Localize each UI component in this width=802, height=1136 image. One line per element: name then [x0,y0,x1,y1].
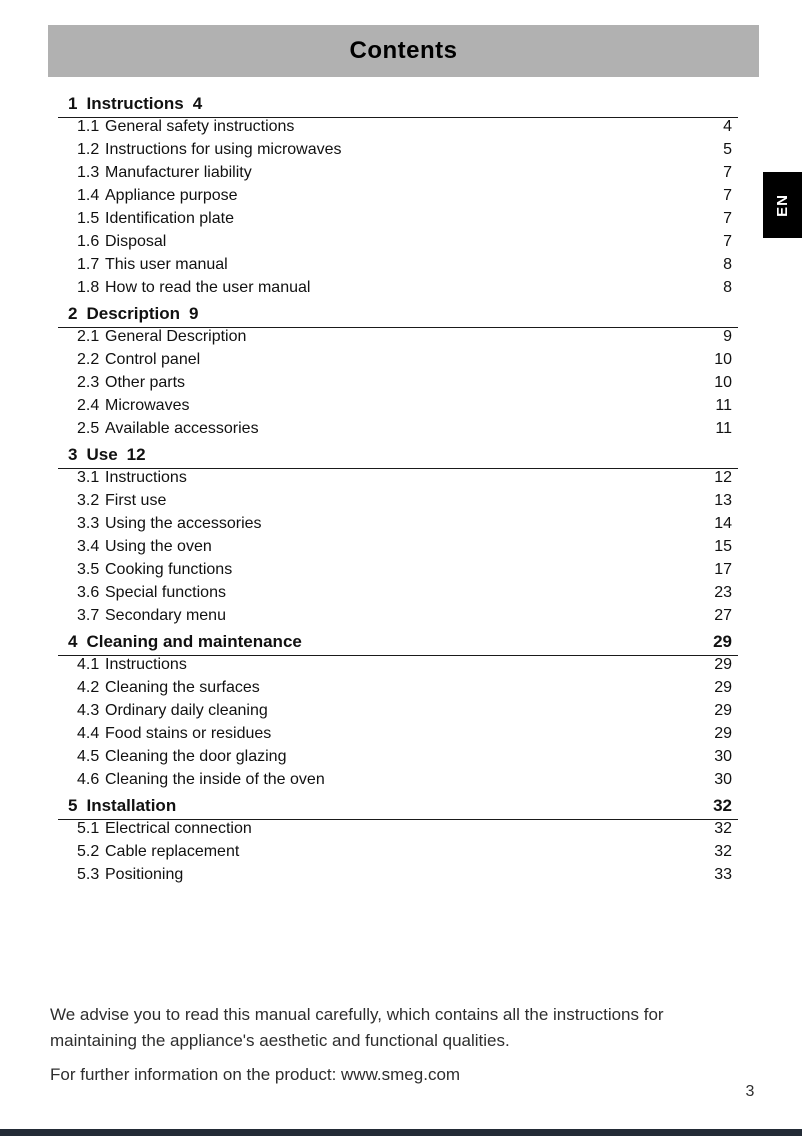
item-number: 1.8 [77,279,100,296]
item-number: 3.3 [77,515,100,532]
page-title: Contents [349,37,458,64]
item-number: 1.5 [77,210,100,227]
toc-section-heading [58,94,738,118]
toc-section-heading [58,445,738,469]
item-number: 3.1 [77,469,100,486]
item-number: 1.6 [77,233,100,250]
item-number: 4.3 [77,702,100,719]
language-tab-label: EN [774,193,791,217]
item-page: 7 [723,164,732,181]
toc-item [58,469,738,492]
toc-item [58,584,738,607]
toc-item [58,210,738,233]
section-title: Cleaning and maintenance [86,632,302,651]
toc-section-heading [58,632,738,656]
section-title: Use [86,445,118,464]
item-page: 5 [723,141,732,158]
item-title: Appliance purpose [105,187,238,204]
item-number: 2.5 [77,420,100,437]
item-number: 5.2 [77,843,100,860]
item-page: 15 [714,538,732,555]
footer-advice-text: We advise you to read this manual carefully, which contains all the instructions for maintaining the appliance's aesthetic and functional qualities. [50,1005,664,1050]
section-page: 32 [713,796,732,815]
item-title: Other parts [105,374,186,391]
item-page: 32 [714,820,732,837]
item-page: 8 [723,279,732,296]
item-number: 4.6 [77,771,100,788]
item-page: 30 [714,771,732,788]
toc-item [58,679,738,702]
item-title: Special functions [105,584,226,601]
item-number: 1.1 [77,118,100,135]
toc-item [58,397,738,420]
item-page: 9 [723,328,732,345]
section-title: Instructions [86,94,184,113]
section-number: 1 [68,94,78,113]
item-title: Food stains or residues [105,725,272,742]
item-number: 2.2 [77,351,100,368]
item-page: 8 [723,256,732,273]
toc-item [58,351,738,374]
section-items [58,118,738,302]
toc-item [58,141,738,164]
item-title: Identification plate [105,210,234,227]
item-page: 7 [723,233,732,250]
item-number: 1.3 [77,164,100,181]
section-number: 4 [68,632,78,651]
toc-item [58,164,738,187]
toc-item [58,374,738,397]
toc-item [58,492,738,515]
item-title: Cooking functions [105,561,233,578]
toc-item [58,187,738,210]
item-page: 10 [714,374,732,391]
item-page: 14 [714,515,732,532]
section-number: 2 [68,304,78,323]
section-page: 9 [189,304,199,323]
item-page: 29 [714,656,732,673]
item-title: This user manual [105,256,228,273]
item-number: 4.2 [77,679,100,696]
section-number: 5 [68,796,78,815]
contents-header-bar [48,25,759,77]
toc-item [58,233,738,256]
item-title: General Description [105,328,247,345]
item-number: 3.4 [77,538,100,555]
item-title: Positioning [105,866,184,883]
item-title: Cleaning the door glazing [105,748,287,765]
item-title: Available accessories [105,420,259,437]
item-page: 32 [714,843,732,860]
item-title: Instructions for using microwaves [105,141,342,158]
bottom-accent-bar [0,1129,802,1136]
item-title: Manufacturer liability [105,164,252,181]
item-number: 2.1 [77,328,100,345]
toc-section [58,632,738,794]
item-title: How to read the user manual [105,279,311,296]
toc-section [58,796,738,889]
item-title: First use [105,492,167,509]
section-items [58,656,738,794]
item-number: 2.4 [77,397,100,414]
item-page: 27 [714,607,732,624]
item-page: 29 [714,702,732,719]
item-page: 11 [715,397,732,414]
toc-item [58,420,738,443]
item-number: 5.3 [77,866,100,883]
item-title: Ordinary daily cleaning [105,702,268,719]
item-page: 17 [714,561,732,578]
toc-item [58,118,738,141]
item-number: 4.1 [77,656,100,673]
toc-item [58,561,738,584]
item-page: 33 [714,866,732,883]
toc-section [58,445,738,630]
toc-item [58,515,738,538]
toc-item [58,702,738,725]
item-title: Using the oven [105,538,212,555]
item-title: Cable replacement [105,843,240,860]
item-title: Electrical connection [105,820,252,837]
item-page: 4 [723,118,732,135]
item-number: 4.5 [77,748,100,765]
item-number: 3.6 [77,584,100,601]
item-page: 23 [714,584,732,601]
section-title: Description [86,304,180,323]
item-title: General safety instructions [105,118,295,135]
item-number: 3.5 [77,561,100,578]
toc-section-heading [58,796,738,820]
page-number: 3 [745,1083,755,1100]
footer [50,1002,712,1088]
toc-item [58,866,738,889]
item-number: 3.2 [77,492,100,509]
section-title: Installation [86,796,177,815]
section-items [58,820,738,889]
item-page: 7 [723,187,732,204]
item-number: 4.4 [77,725,100,742]
toc-item [58,771,738,794]
item-page: 13 [714,492,732,509]
item-title: Cleaning the surfaces [105,679,260,696]
item-page: 29 [714,725,732,742]
item-number: 1.4 [77,187,100,204]
toc-item [58,328,738,351]
section-page: 4 [192,94,203,113]
toc-item [58,279,738,302]
item-page: 7 [723,210,732,227]
item-number: 2.3 [77,374,100,391]
item-number: 3.7 [77,607,100,624]
item-page: 30 [714,748,732,765]
toc-item [58,748,738,771]
item-page: 10 [714,351,732,368]
toc-item [58,656,738,679]
section-number: 3 [68,445,78,464]
toc-item [58,607,738,630]
item-title: Using the accessories [105,515,262,532]
toc-item [58,256,738,279]
item-title: Control panel [105,351,201,368]
item-number: 5.1 [77,820,100,837]
item-title: Secondary menu [105,607,226,624]
toc-section-heading [58,304,738,328]
item-title: Cleaning the inside of the oven [105,771,325,788]
item-number: 1.2 [77,141,100,158]
item-title: Microwaves [105,397,190,414]
item-title: Instructions [105,469,187,486]
item-title: Instructions [105,656,187,673]
footer-info-text: For further information on the product: www.smeg.com [50,1065,461,1084]
toc-section [58,304,738,443]
toc-item [58,538,738,561]
toc-item [58,725,738,748]
section-page: 12 [126,445,146,464]
item-title: Disposal [105,233,167,250]
toc-item [58,843,738,866]
item-page: 12 [714,469,732,486]
language-tab [763,172,802,238]
item-page: 29 [714,679,732,696]
toc-section [58,94,738,302]
toc [58,94,738,889]
item-page: 11 [715,420,732,437]
toc-item [58,820,738,843]
section-items [58,328,738,443]
section-page: 29 [713,632,732,651]
section-items [58,469,738,630]
item-number: 1.7 [77,256,100,273]
